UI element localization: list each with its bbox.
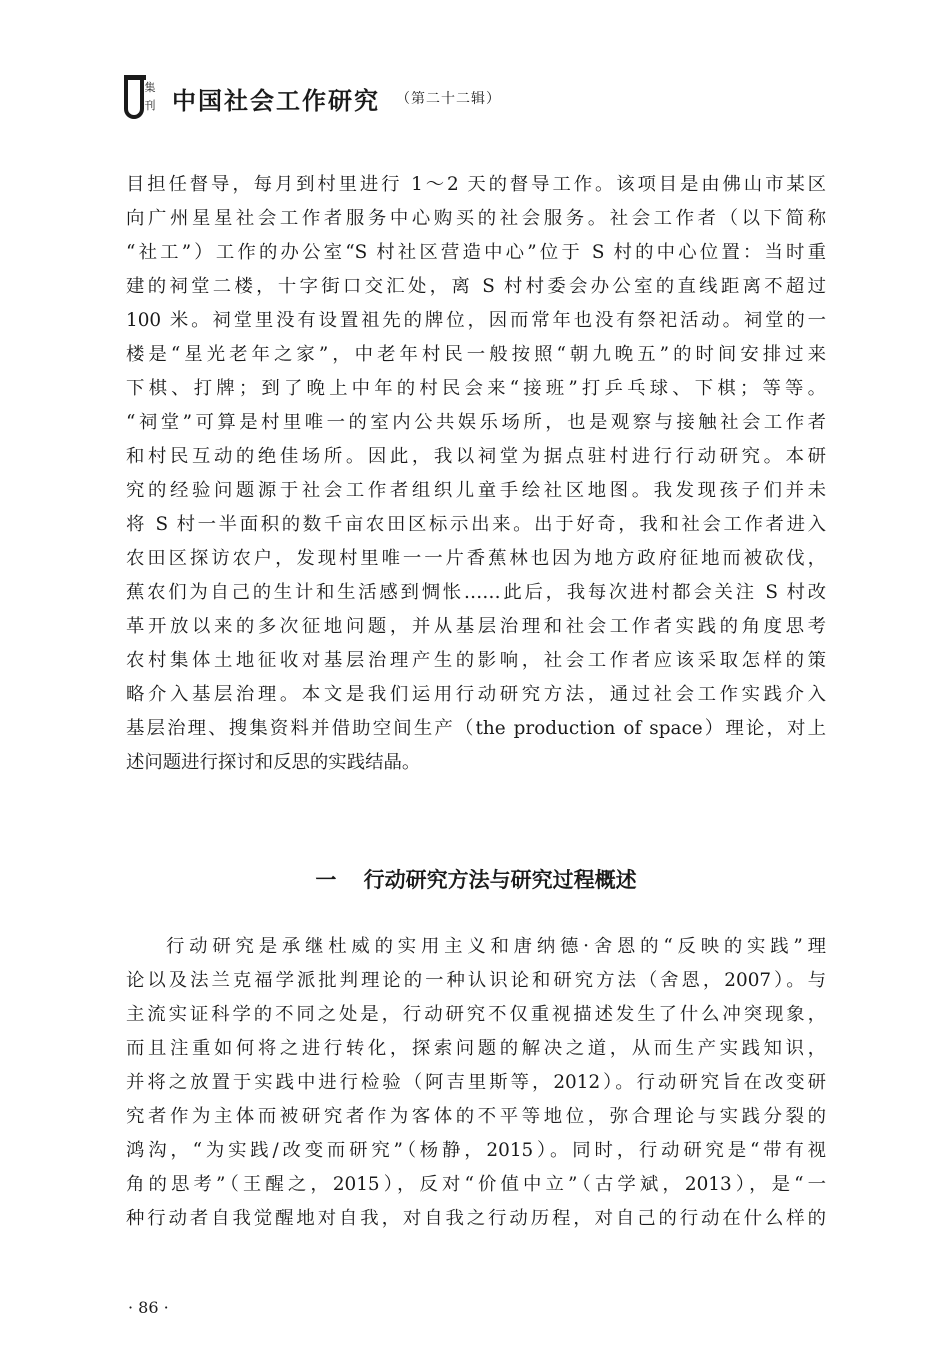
running-header [124, 74, 501, 122]
text-line: 将 S 村一半面积的数千亩农田区标示出来。出于好奇，我和社会工作者进入 [126, 514, 826, 535]
section-number: 一 [315, 868, 337, 892]
text-line: “社工”）工作的办公室“S 村社区营造中心”位于 S 村的中心位置：当时重 [126, 242, 826, 263]
text-line: “祠堂”可算是村里唯一的室内公共娱乐场所，也是观察与接触社会工作者 [126, 412, 826, 433]
text-line: 种行动者自我觉醒地对自我，对自我之行动历程，对自己的行动在什么样的 [126, 1208, 826, 1229]
text-line: 并将之放置于实践中进行检验（阿吉里斯等，2012）。行动研究旨在改变研 [126, 1072, 826, 1093]
text-line: 楼是“星光老年之家”，中老年村民一般按照“朝九晚五”的时间安排过来 [126, 344, 826, 365]
paragraph-2 [126, 930, 826, 1236]
text-line: 略介入基层治理。本文是我们运用行动研究方法，通过社会工作实践介入 [126, 684, 826, 705]
text-line: 基层治理、搜集资料并借助空间生产（the production of space）理论，对上 [126, 718, 826, 739]
section-heading [126, 858, 826, 902]
text-line: 农田区探访农户，发现村里唯一一片香蕉林也因为地方政府征地而被砍伐， [126, 548, 826, 569]
text-line: 100 米。祠堂里没有设置祖先的牌位，因而常年也没有祭祀活动。祠堂的一 [126, 310, 826, 331]
text-line: 究的经验问题源于社会工作者组织儿童手绘社区地图。我发现孩子们并未 [126, 480, 826, 501]
section-title: 行动研究方法与研究过程概述 [363, 868, 637, 892]
text-line: 建的祠堂二楼，十字街口交汇处，离 S 村村委会办公室的直线距离不超过 [126, 276, 826, 297]
text-line: 鸿沟，“为实践/改变而研究”（杨静，2015）。同时，行动研究是“带有视 [126, 1140, 826, 1161]
text-line: 下棋、打牌；到了晚上中年的村民会来“接班”打乒乓球、下棋；等等。 [126, 378, 826, 399]
text-line: 农村集体土地征收对基层治理产生的影响，社会工作者应该采取怎样的策 [126, 650, 826, 671]
logo-char-bottom: 刊 [144, 99, 156, 112]
text-line: 论以及法兰克福学派批判理论的一种认识论和研究方法（舍恩，2007）。与 [126, 970, 826, 991]
text-line: 蕉农们为自己的生计和生活感到惆怅……此后，我每次进村都会关注 S 村改 [126, 582, 826, 603]
text-line: 目担任督导，每月到村里进行 1～2 天的督导工作。该项目是由佛山市某区 [126, 174, 826, 195]
text-line: 角的思考”（王醒之，2015），反对“价值中立”（古学斌，2013），是“一 [126, 1174, 826, 1195]
journal-logo [124, 75, 158, 121]
logo-j-mark [124, 75, 144, 119]
text-line: 究者作为主体而被研究者作为客体的不平等地位，弥合理论与实践分裂的 [126, 1106, 826, 1127]
text-line: 和村民互动的绝佳场所。因此，我以祠堂为据点驻村进行行动研究。本研 [126, 446, 826, 467]
logo-char-top: 集 [144, 81, 156, 94]
text-line: 述问题进行探讨和反思的实践结晶。 [126, 752, 421, 773]
issue-label: （第二十二辑） [396, 91, 501, 107]
text-line: 革开放以来的多次征地问题，并从基层治理和社会工作者实践的角度思考 [126, 616, 826, 637]
paragraph-1 [126, 168, 826, 780]
text-line: 主流实证科学的不同之处是，行动研究不仅重视描述发生了什么冲突现象， [126, 1004, 826, 1025]
page-number: · 86 · [128, 1298, 169, 1317]
text-line: 而且注重如何将之进行转化，探索问题的解决之道，从而生产实践知识， [126, 1038, 826, 1059]
text-line: 向广州星星社会工作者服务中心购买的社会服务。社会工作者（以下简称 [126, 208, 826, 229]
journal-title: 中国社会工作研究 [172, 85, 380, 115]
text-line: 行动研究是承继杜威的实用主义和唐纳德·舍恩的“反映的实践”理 [166, 936, 826, 957]
